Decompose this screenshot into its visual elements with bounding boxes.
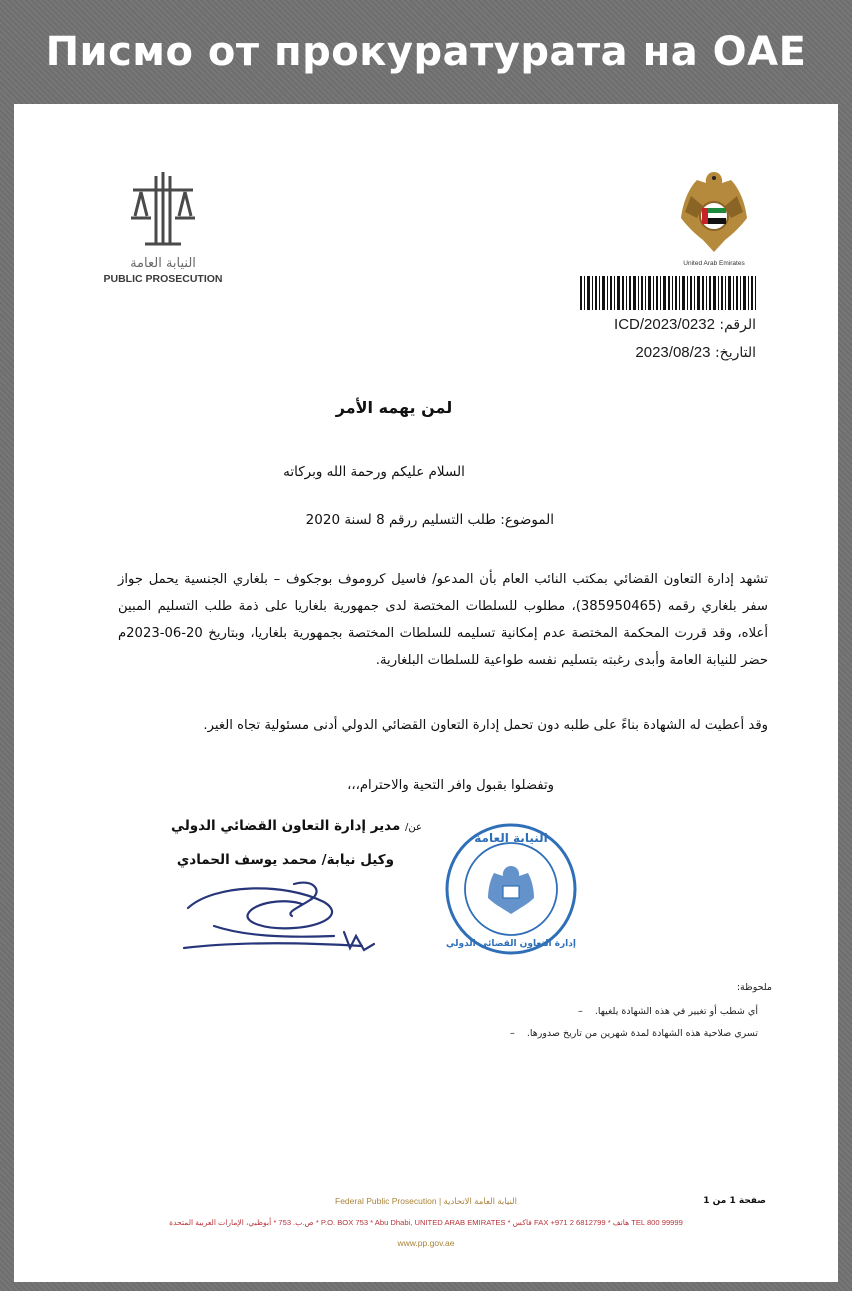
official-stamp [442,820,580,958]
paragraph-main: تشهد إدارة التعاون القضائي بمكتب النائب العام بأن المدعو/ فاسيل كروموف بوجكوف – بلغاري الجنسية يحمل جواز سفر بلغاري رقمه (385950465)، مطلوب للسلطات المختصة لدى جمهورية بلغاريا على ذمة طلب التسليم المبين أعلاه، وقد قررت المحكمة المختصة عدم إمكانية تسليمه للسلطات المختصة بجمهورية بلغاريا، وبتاريخ 20-06-2023م حضر للنيابة العامة وأبدى رغبته بتسليم نفسه طواعية للسلطات البلغارية. [118,572,768,668]
page-number: صفحة 1 من 1 [703,1196,766,1206]
signature-prefix: عن/ [405,822,422,833]
uae-emblem [668,166,760,267]
number-value: ICD/2023/0232 [614,316,715,333]
barcode [580,276,756,310]
subject-line: الموضوع: طلب التسليم ررقم 8 لسنة 2020 [305,512,554,528]
stamp-inner-text: إدارة التعاون القضائي الدولي [446,939,576,949]
notes-label: ملحوظة: [736,982,772,993]
handwritten-signature [174,864,384,964]
public-prosecution-logo [98,168,228,285]
footer-website: www.pp.gov.ae [397,1238,455,1248]
signer-name: وكيل نيابة/ محمد يوسف الحمادي [176,852,394,868]
note-dash: – [509,1028,524,1039]
banner [0,0,852,104]
footer-organization: Federal Public Prosecution | النيابة العامة الاتحادية [335,1196,517,1206]
reference-number [614,316,756,333]
number-label: الرقم: [719,317,756,333]
letter-page [14,104,838,1282]
banner-title: Писмо от прокуратурата на ОАЕ [45,29,807,75]
pp-logo-english: PUBLIC PROSECUTION [103,273,223,285]
date-label: التاريخ: [714,345,756,361]
pp-logo-arabic: النيابة العامة [130,256,196,271]
note-item-text: تسري صلاحية هذه الشهادة لمدة شهرين من تاريخ صدورها. [526,1028,758,1039]
note-item [578,1006,758,1017]
signature-line-1 [118,818,422,834]
greeting: السلام عليكم ورحمة الله وبركاته [283,464,465,480]
signer-department: مدير إدارة التعاون القضائي الدولي [171,818,401,834]
scales-of-justice-icon [125,168,201,250]
note-dash: – [577,1006,592,1017]
stamp-outer-text: النيابة العامة [474,831,548,845]
addressee: لمن يهمه الأمر [335,398,453,417]
uae-caption: United Arab Emirates [683,260,745,267]
note-item-text: أي شطب أو تغيير في هذه الشهادة يلغيها. [594,1006,758,1017]
footer-address: ص.ب. 753 * أبوظبي، الإمارات العربية المتحدة * P.O. BOX 753 * Abu Dhabi, UNITED ARAB EMIRATES * فاكس FAX +971 2 6812799 * هاتف TEL 800 99999 [169,1218,683,1227]
closing-line: وتفضلوا بقبول وافر التحية والاحترام،،، [347,778,554,793]
falcon-emblem-icon [675,166,753,256]
note-item [510,1028,758,1039]
letter-date [635,344,756,361]
date-value: 2023/08/23 [635,344,711,361]
paragraph-certificate: وقد أعطيت له الشهادة بناءً على طلبه دون تحمل إدارة التعاون القضائي الدولي أدنى مسئولية تجاه الغير. [203,718,768,733]
